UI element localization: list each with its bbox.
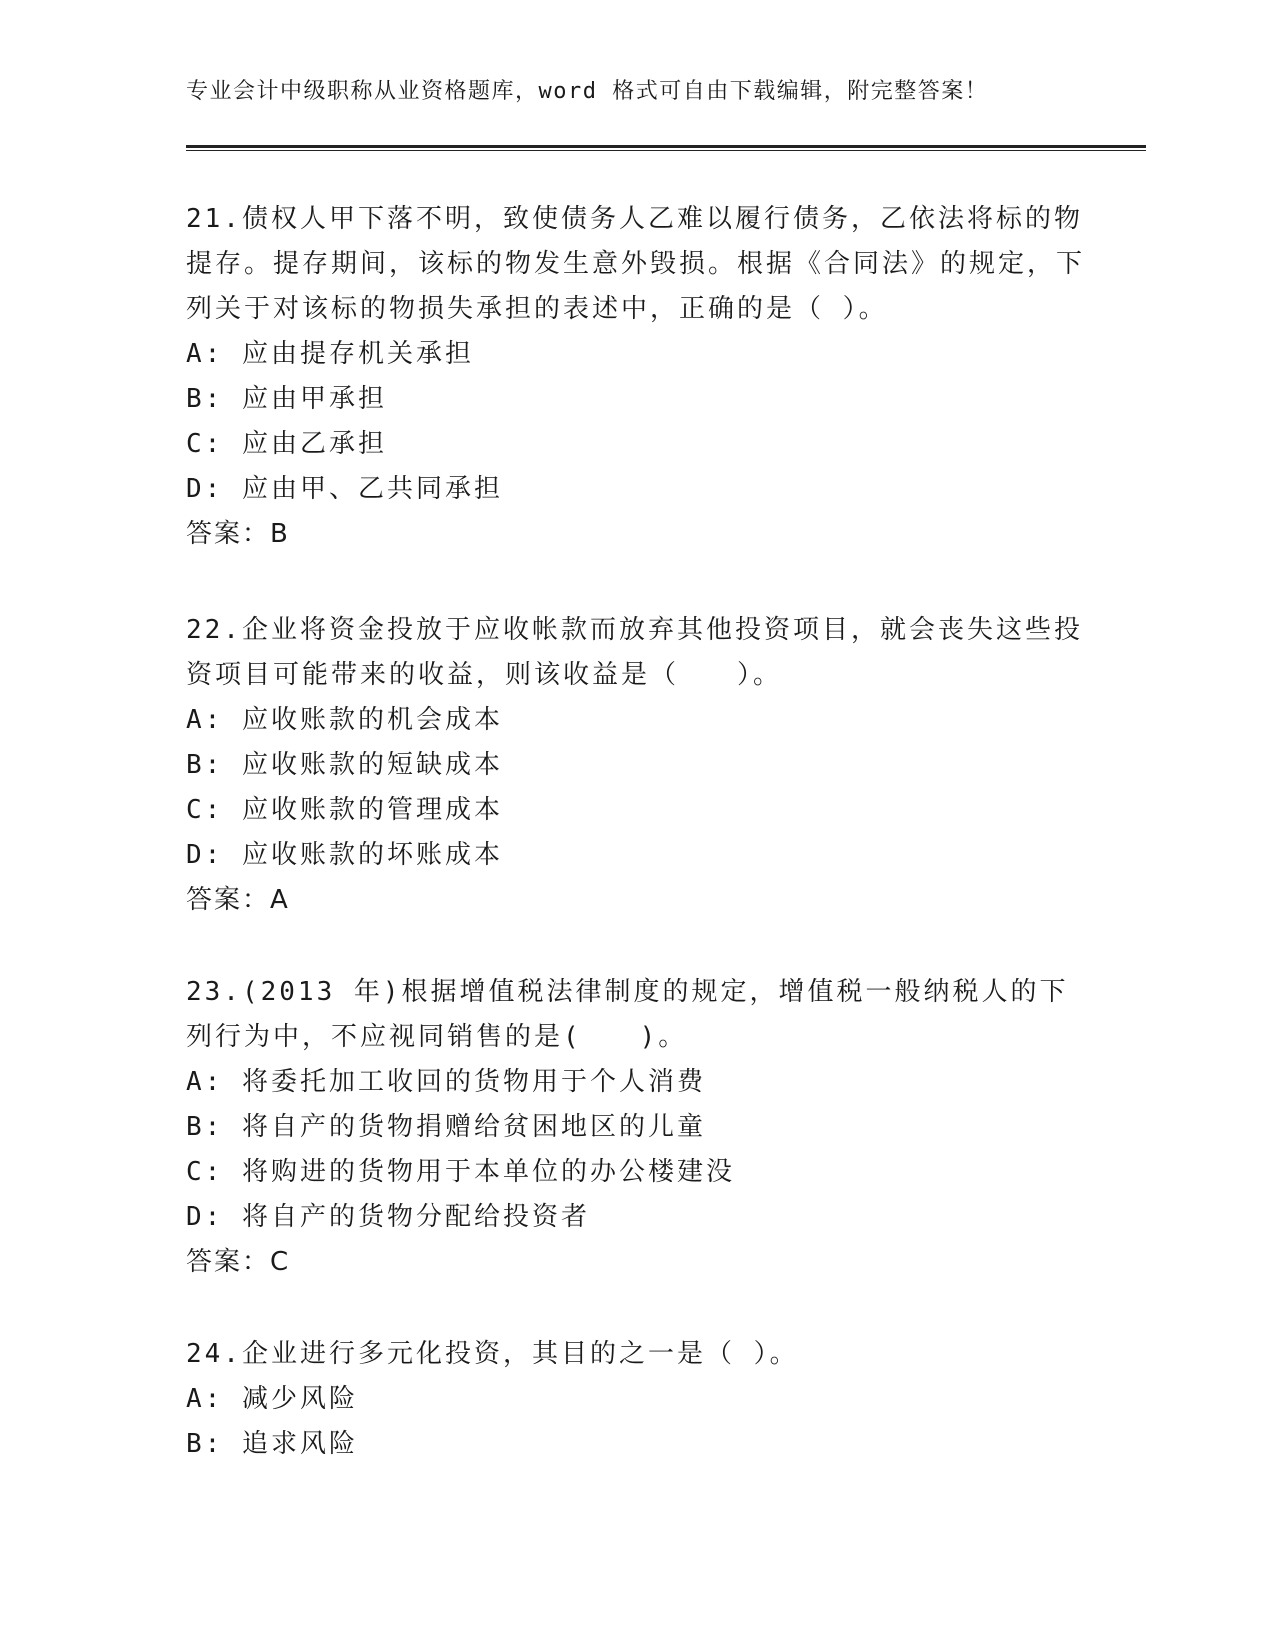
option-a: A: 将委托加工收回的货物用于个人消费 xyxy=(186,1067,706,1097)
option-d: D: 应收账款的坏账成本 xyxy=(186,840,503,870)
option-b: B: 应收账款的短缺成本 xyxy=(186,750,503,780)
option-a: A: 应收账款的机会成本 xyxy=(186,705,503,735)
answer: 答案：A xyxy=(186,885,290,915)
question-stem: 22.企业将资金投放于应收帐款而放弃其他投资项目，就会丧失这些投资项目可能带来的收益，则该收益是（ ）。 xyxy=(186,615,1083,690)
option-d: D: 将自产的货物分配给投资者 xyxy=(186,1202,590,1232)
question-stem: 23.(2013 年)根据增值税法律制度的规定，增值税一般纳税人的下列行为中，不应视同销售的是( )。 xyxy=(186,977,1069,1052)
question-stem: 24.企业进行多元化投资，其目的之一是（ ）。 xyxy=(186,1339,799,1369)
option-a: A: 减少风险 xyxy=(186,1384,358,1414)
option-c: C: 应由乙承担 xyxy=(186,429,387,459)
option-b: B: 将自产的货物捐赠给贫困地区的儿童 xyxy=(186,1112,706,1142)
question-22 xyxy=(186,608,1086,923)
question-24 xyxy=(186,1332,1086,1467)
page-header: 专业会计中级职称从业资格题库，word 格式可自由下载编辑，附完整答案！ xyxy=(186,79,989,104)
question-stem: 21.债权人甲下落不明，致使债务人乙难以履行债务，乙依法将标的物提存。提存期间，该标的物发生意外毁损。根据《合同法》的规定，下列关于对该标的物损失承担的表述中，正确的是（ ）。 xyxy=(186,204,1086,324)
question-23 xyxy=(186,970,1086,1285)
header-divider xyxy=(186,145,1146,151)
option-b: B: 追求风险 xyxy=(186,1429,358,1459)
question-21 xyxy=(186,197,1086,557)
answer: 答案：C xyxy=(186,1247,291,1277)
option-c: C: 应收账款的管理成本 xyxy=(186,795,503,825)
answer: 答案：B xyxy=(186,519,290,549)
option-d: D: 应由甲、乙共同承担 xyxy=(186,474,503,504)
option-b: B: 应由甲承担 xyxy=(186,384,387,414)
option-a: A: 应由提存机关承担 xyxy=(186,339,474,369)
option-c: C: 将购进的货物用于本单位的办公楼建没 xyxy=(186,1157,735,1187)
